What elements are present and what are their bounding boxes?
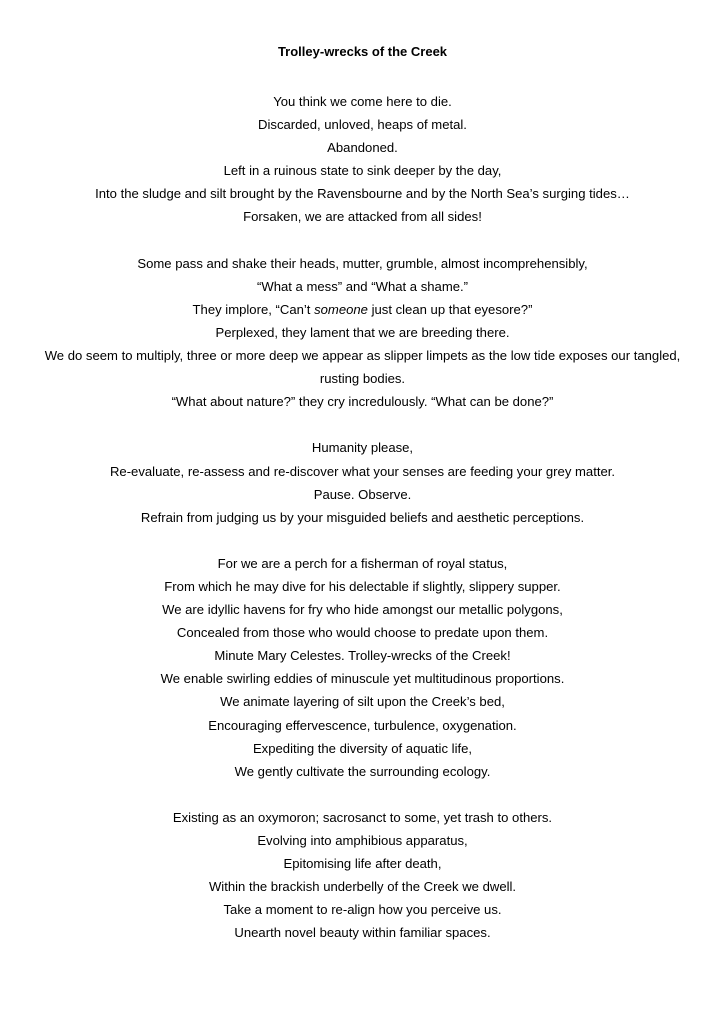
implore-emphasis: someone (314, 301, 368, 317)
stanza-2 (40, 252, 685, 414)
poem-line: Expediting the diversity of aquatic life, (252, 740, 473, 756)
poem-line: Forsaken, we are attacked from all sides! (243, 209, 482, 225)
poem-line: Within the brackish underbelly of the Creek we dwell. (208, 879, 517, 895)
poem-line: “What about nature?” they cry incredulously. “What can be done?” (171, 394, 554, 410)
poem-line: Encouraging effervescence, turbulence, oxygenation. (208, 717, 517, 733)
poem-line: Concealed from those who would choose to predate upon them. (176, 625, 549, 641)
poem-line: Perplexed, they lament that we are breeding there. (215, 324, 510, 340)
stanza-3 (40, 436, 685, 528)
poem-line: Pause. Observe. (313, 486, 412, 502)
poem-line: Minute Mary Celestes. Trolley-wrecks of the Creek! (214, 648, 511, 664)
stanza-4 (40, 552, 685, 783)
poem-line: Some pass and shake their heads, mutter, grumble, almost incomprehensibly, (137, 255, 588, 271)
implore-after: just clean up that eyesore?” (367, 301, 533, 317)
poem-line: We do seem to multiply, three or more deep we appear as slipper limpets as the low tide exposes our tangled, rusting bodies. (44, 348, 681, 387)
poem-line: We enable swirling eddies of minuscule yet multitudinous proportions. (160, 671, 565, 687)
poem-line: Epitomising life after death, (283, 856, 442, 872)
poem-line: Re-evaluate, re-assess and re-discover what your senses are feeding your grey matter. (109, 463, 616, 479)
poem-line: We gently cultivate the surrounding ecology. (234, 763, 491, 779)
stanza-1 (40, 90, 685, 229)
poem-line: Refrain from judging us by your misguided beliefs and aesthetic perceptions. (140, 509, 585, 525)
poem-title: Trolley-wrecks of the Creek (277, 44, 448, 59)
poem-line: Abandoned. (327, 140, 398, 156)
stanza-5 (40, 806, 685, 945)
poem-line: From which he may dive for his delectable if slightly, slippery supper. (164, 578, 561, 594)
poem-line: Evolving into amphibious apparatus, (257, 833, 468, 848)
poem-line: Humanity please, (311, 440, 414, 456)
poem-body (40, 90, 685, 968)
poem-line: Discarded, unloved, heaps of metal. (258, 117, 467, 133)
poem-line: Existing as an oxymoron; sacrosanct to some, yet trash to others. (172, 809, 553, 825)
poem-line: For we are a perch for a fisherman of royal status, (217, 555, 508, 571)
poem-line: Take a moment to re-align how you perceive us. (223, 902, 502, 918)
poem-line: We animate layering of silt upon the Creek’s bed, (220, 694, 505, 710)
implore-before: They implore, “Can’t (192, 301, 315, 317)
poem-line: We are idyllic havens for fry who hide amongst our metallic polygons, (162, 602, 563, 618)
poem-line-implore (40, 298, 685, 321)
poem-line: Unearth novel beauty within familiar spaces. (234, 925, 491, 941)
poem-line: You think we come here to die. (273, 94, 452, 109)
poem-line: Left in a ruinous state to sink deeper by the day, (223, 163, 502, 179)
poem-line: Into the sludge and silt brought by the Ravensbourne and by the North Sea’s surging tides… (95, 186, 630, 202)
poem-line: “What a mess” and “What a shame.” (256, 278, 469, 294)
